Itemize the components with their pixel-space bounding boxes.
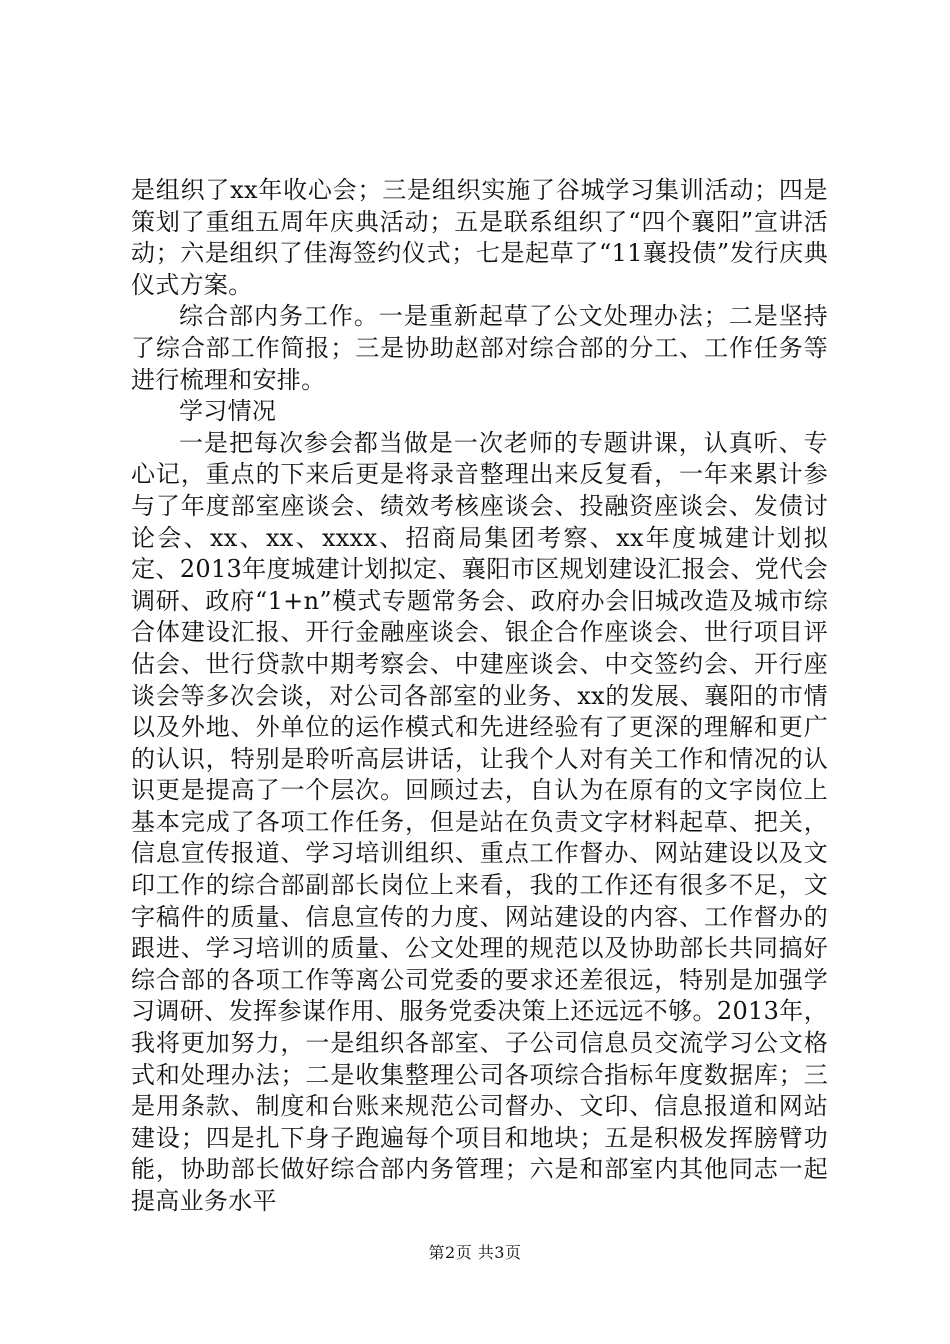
- section-heading-study: 学习情况: [179, 397, 277, 426]
- paragraph-events: 是组织了xx年收心会；三是组织实施了谷城学习集训活动；四是策划了重组五周年庆典活动；五是联系组织了“四个襄阳”宣讲活动；六是组织了佳海签约仪式；七是起草了“11襄投债”发行庆典仪式方案。: [131, 176, 828, 299]
- paragraph-internal-affairs: 综合部内务工作。一是重新起草了公文处理办法；二是坚持了综合部工作简报；三是协助赵部对综合部的分工、工作任务等进行梳理和安排。: [131, 302, 828, 394]
- paragraph-study-details: 一是把每次参会都当做是一次老师的专题讲课，认真听、专心记，重点的下来后更是将录音整理出来反复看，一年来累计参与了年度部室座谈会、绩效考核座谈会、投融资座谈会、发债讨论会、xx、xx、xxxx、招商局集团考察、xx年度城建计划拟定、2013年度城建计划拟定、襄阳市区规划建设汇报会、党代会调研、政府“1+n”模式专题常务会、政府办会旧城改造及城市综合体建设汇报、开行金融座谈会、银企合作座谈会、世行项目评估会、世行贷款中期考察会、中建座谈会、中交签约会、开行座谈会等多次会谈，对公司各部室的业务、xx的发展、襄阳的市情以及外地、外单位的运作模式和先进经验有了更深的理解和更广的认识，特别是聆听高层讲话，让我个人对有关工作和情况的认识更是提高了一个层次。回顾过去，自认为在原有的文字岗位上基本完成了各项工作任务，但是站在负责文字材料起草、把关，信息宣传报道、学习培训组织、重点工作督办、网站建设以及文印工作的综合部副部长岗位上来看，我的工作还有很多不足，文字稿件的质量、信息宣传的力度、网站建设的内容、工作督办的跟进、学习培训的质量、公文处理的规范以及协助部长共同搞好综合部的各项工作等离公司党委的要求还差很远，特别是加强学习调研、发挥参谋作用、服务党委决策上还远远不够。2013年，我将更加努力，一是组织各部室、子公司信息员交流学习公文格式和处理办法；二是收集整理公司各项综合指标年度数据库；三是用条款、制度和台账来规范公司督办、文印、信息报道和网站建设；四是扎下身子跑遍每个项目和地块；五是积极发挥膀臂功能，协助部长做好综合部内务管理；六是和部室内其他同志一起提高业务水平: [131, 428, 828, 1215]
- page-footer: 第2页 共3页: [428, 1243, 522, 1262]
- document-body: [131, 175, 828, 1218]
